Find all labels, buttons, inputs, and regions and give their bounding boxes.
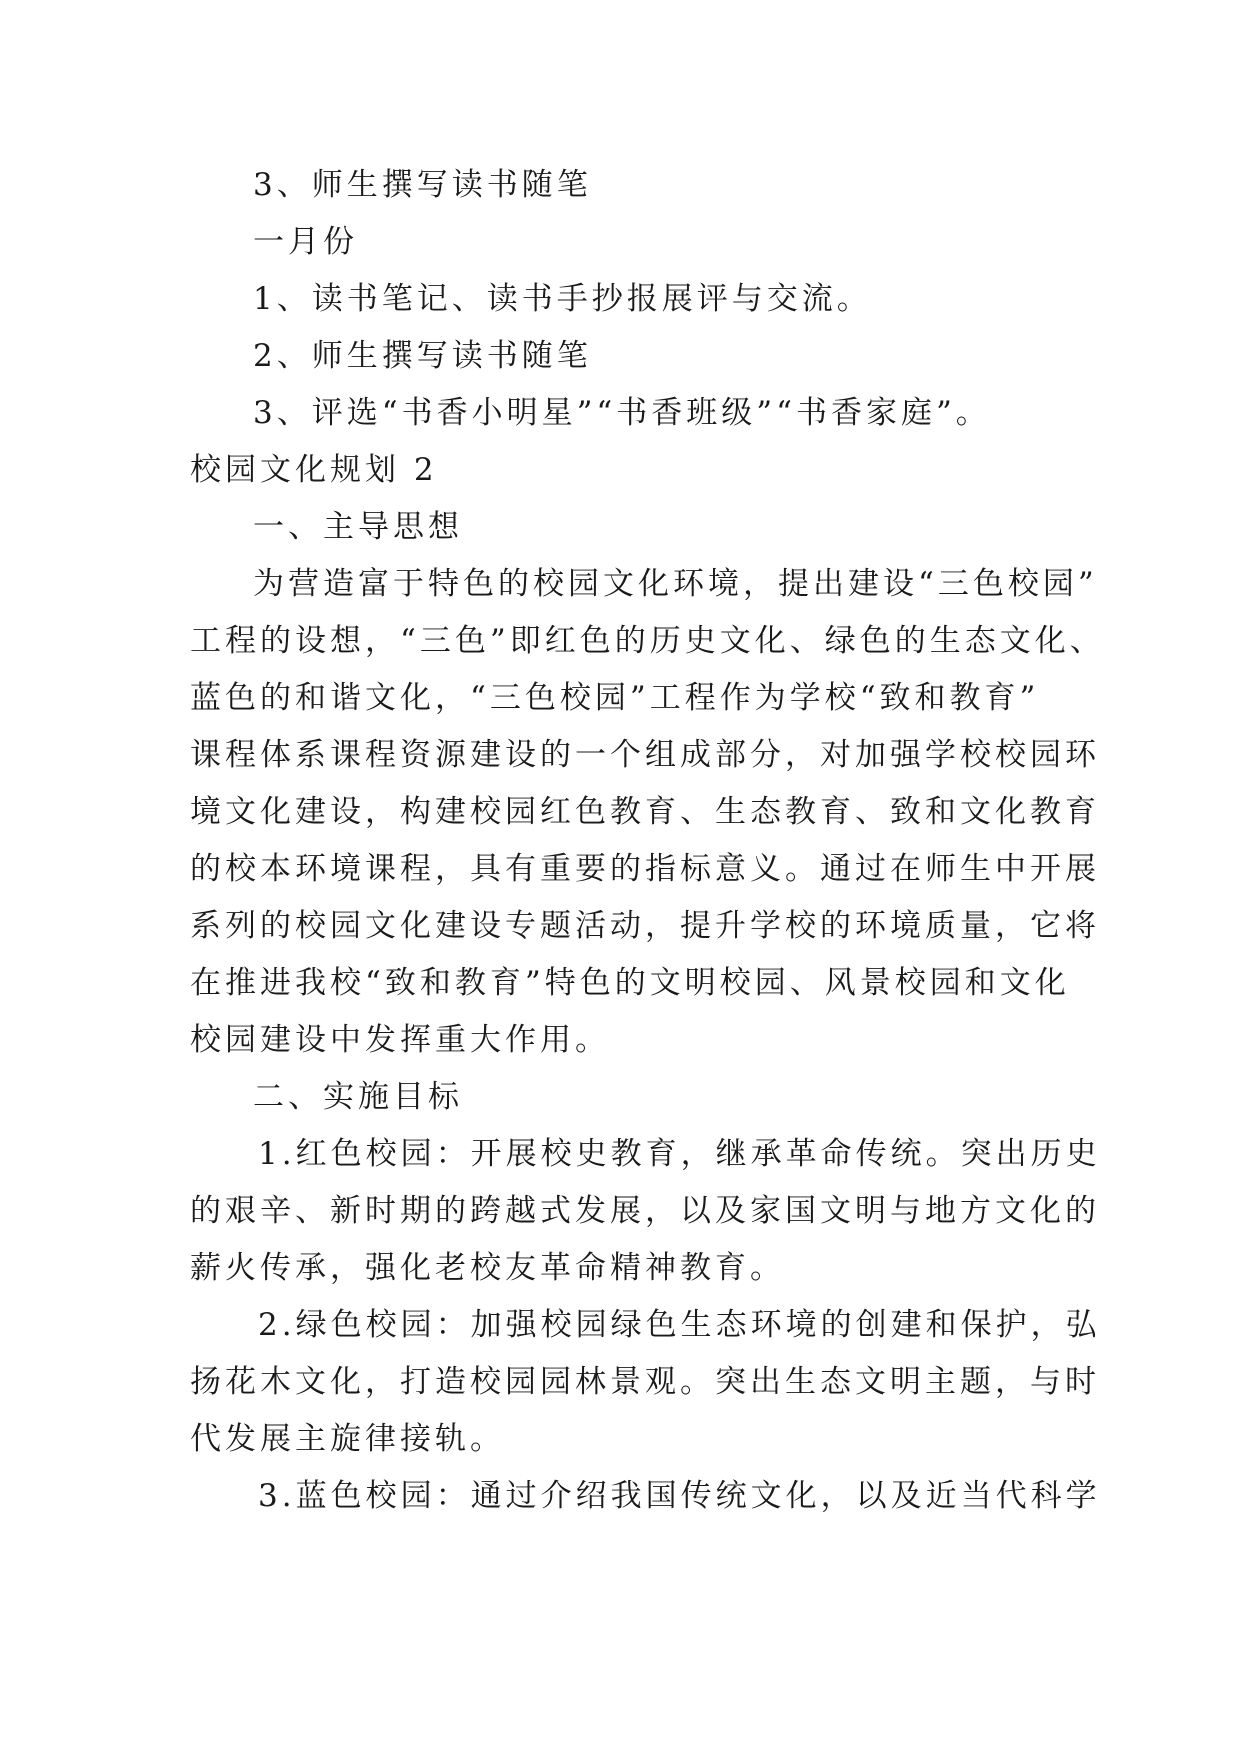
text-line: 2、师生撰写读书随笔 <box>253 338 592 374</box>
text-line: 蓝色的和谐文化，“三色校园”工程作为学校“致和教育” <box>190 680 1040 716</box>
text-line: 课程体系课程资源建设的一个组成部分，对加强学校校园环 <box>190 737 1100 773</box>
text-line: 薪火传承，强化老校友革命精神教育。 <box>190 1250 785 1286</box>
text-line: 3.蓝色校园：通过介绍我国传统文化，以及近当代科学 <box>258 1478 1101 1514</box>
text-line: 一月份 <box>253 224 358 260</box>
text-line: 系列的校园文化建设专题活动，提升学校的环境质量，它将 <box>190 908 1100 944</box>
section-heading: 校园文化规划 2 <box>190 452 438 488</box>
subsection-heading: 一、主导思想 <box>253 509 463 545</box>
text-line: 2.绿色校园：加强校园绿色生态环境的创建和保护，弘 <box>258 1307 1101 1343</box>
subsection-heading: 二、实施目标 <box>253 1079 463 1115</box>
text-line: 代发展主旋律接轨。 <box>190 1421 505 1457</box>
text-line: 的艰辛、新时期的跨越式发展，以及家国文明与地方文化的 <box>190 1193 1100 1229</box>
text-line: 3、师生撰写读书随笔 <box>253 167 592 203</box>
text-line: 境文化建设，构建校园红色教育、生态教育、致和文化教育 <box>190 794 1100 830</box>
text-line: 3、评选“书香小明星”“书香班级”“书香家庭”。 <box>253 395 991 431</box>
text-line: 的校本环境课程，具有重要的指标意义。通过在师生中开展 <box>190 851 1100 887</box>
text-line: 扬花木文化，打造校园园林景观。突出生态文明主题，与时 <box>190 1364 1100 1400</box>
text-line: 在推进我校“致和教育”特色的文明校园、风景校园和文化 <box>190 965 1070 1001</box>
text-line: 为营造富于特色的校园文化环境，提出建设“三色校园” <box>253 566 1098 602</box>
text-line: 校园建设中发挥重大作用。 <box>190 1022 610 1058</box>
text-line: 1、读书笔记、读书手抄报展评与交流。 <box>253 281 872 317</box>
text-line: 工程的设想，“三色”即红色的历史文化、绿色的生态文化、 <box>190 623 1105 659</box>
text-line: 1.红色校园：开展校史教育，继承革命传统。突出历史 <box>258 1136 1101 1172</box>
